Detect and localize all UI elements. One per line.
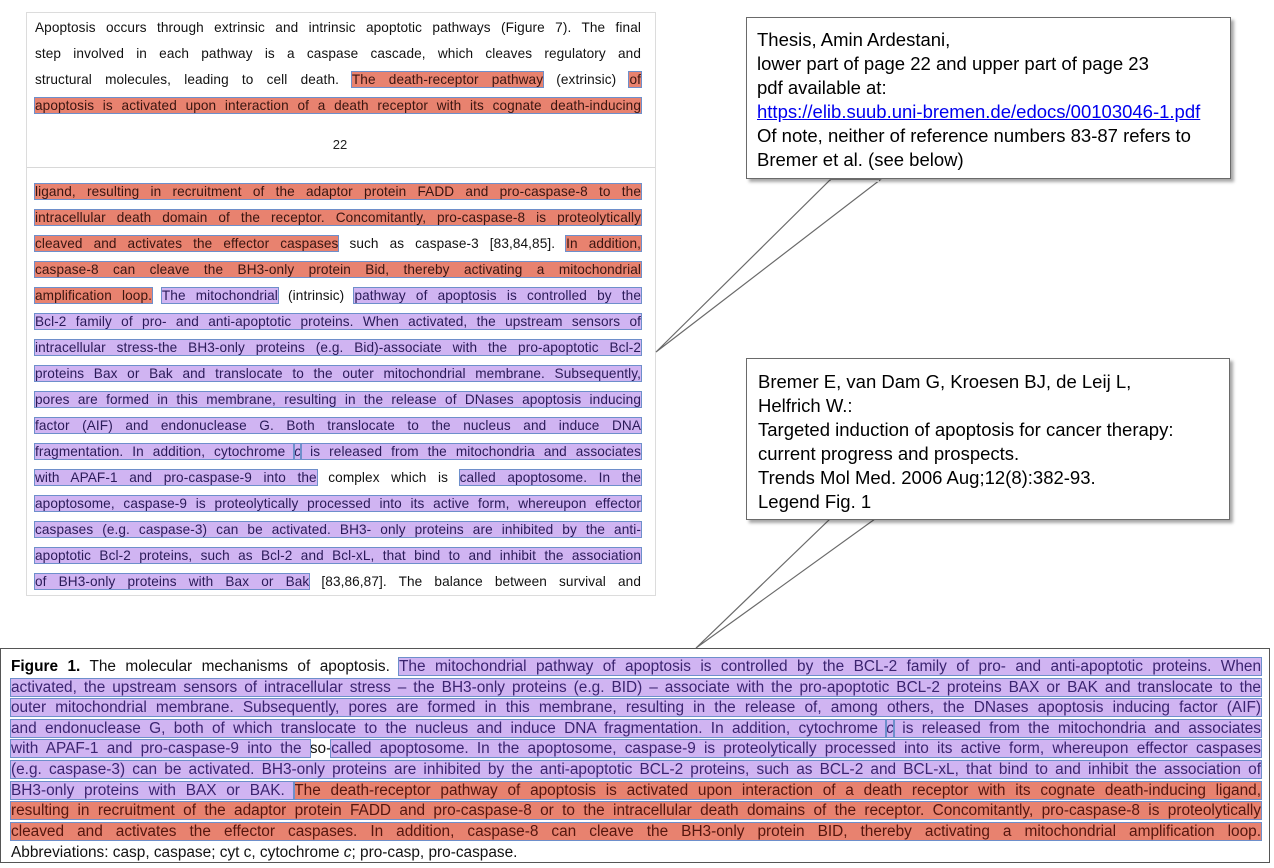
thesis-segment: pathway of apoptosis is controlled by the [354, 288, 641, 303]
thesis-segment: apoptotic Bcl-2 proteins, such as Bcl-2 and Bcl-xL, that bind to and inhibit the association [35, 548, 641, 563]
legend-line-4 [11, 719, 1261, 738]
callout-bremer-title: Targeted induction of apoptosis for cancer therapy: [758, 419, 1174, 440]
legend-line-7 [11, 781, 1261, 800]
legend-segment: is released from the mitochondria and associates [894, 719, 1261, 737]
bremer-reference-callout [746, 358, 1230, 520]
thesis-segment: intracellular death domain of the receptor. Concomitantly, pro-caspase-8 is proteolytically [35, 210, 641, 225]
thesis-segment: Figure 7 [505, 20, 563, 35]
abbreviations-italic-c: c [343, 844, 352, 861]
thesis-segment: factor (AIF) and endonuclease G. Both translocate to the nucleus and induce DNA [35, 418, 641, 433]
legend-segment: The death-receptor pathway of apoptosis is activated upon interaction of a death receptor with its cognate death-inducing ligand, [294, 781, 1261, 799]
legend-segment: c [886, 719, 894, 737]
bremer-callout-pointer [696, 519, 875, 648]
legend-segment: with APAF-1 and pro-caspase-9 into the [11, 740, 310, 758]
legend-line-9 [11, 822, 1261, 841]
thesis-segment: called apoptosome. In the [459, 470, 641, 485]
thesis-segment: intracellular stress-the BH3-only proteins (e.g. Bid)-associate with the pro-apoptotic Bcl-2 [35, 340, 641, 355]
thesis-segment: of BH3-only proteins with Bax or Bak [35, 574, 310, 589]
thesis-segment: proteins Bax or Bak and translocate to the outer mitochondrial membrane. Subsequently, [35, 366, 641, 381]
thesis-segment: [83,86,87]. The balance between survival and [309, 574, 641, 589]
legend-segment: Figure 1. [11, 658, 81, 675]
callout-thesis-note-2: Bremer et al. (see below) [757, 149, 964, 170]
legend-segment: cleaved and activates the effector caspases. In addition, caspase-8 can cleave the BH3-only protein BID, thereby activating a mitochondrial amplification loop. [11, 822, 1261, 840]
abbreviations-text-end: ; pro-casp, pro-caspase. [351, 844, 518, 861]
callout-bremer-authors-2: Helfrich W.: [758, 395, 853, 416]
thesis-segment: Bcl-2 family of pro- and anti-apoptotic proteins. When activated, the upstream sensors of [35, 314, 641, 329]
thesis-segment: (extrinsic) [543, 72, 630, 87]
legend-segment: (e.g. caspase-3) can be activated. BH3-only proteins are inhibited by the anti-apoptotic BCL-2 proteins, such as BCL-2 and BCL-xL, that bind to and inhibit the association of [11, 761, 1261, 778]
thesis-segment: ligand, resulting in recruitment of the adaptor protein FADD and pro-caspase-8 to the [35, 184, 641, 199]
legend-line-1 [11, 657, 1261, 676]
abbreviations-line [11, 843, 1261, 862]
thesis-segment: The mitochondrial [161, 288, 278, 303]
thesis-segment: structural molecules, leading to cell death. [35, 72, 352, 87]
callout-thesis-pdf-label: pdf available at: [757, 77, 887, 98]
thesis-callout-pointer [656, 180, 880, 352]
thesis-segment: cleaved and activates the effector caspases [35, 236, 339, 251]
thesis-segment: caspase-8 can cleave the BH3-only protein Bid, thereby activating a mitochondrial [35, 262, 641, 277]
thesis-segment: Apoptosis occurs through extrinsic and intrinsic apoptotic pathways ( [35, 20, 506, 35]
thesis-segment: (intrinsic) [277, 288, 355, 303]
callout-bremer-title-2: current progress and prospects. [758, 443, 1020, 464]
callout-bremer-authors: Bremer E, van Dam G, Kroesen BJ, de Leij L, [758, 371, 1132, 392]
thesis-segment: complex which is [316, 470, 460, 485]
thesis-segment: apoptosis is activated upon interaction of a death receptor with its cognate death-inducing [35, 98, 641, 113]
callout-thesis-author: Thesis, Amin Ardestani, [757, 29, 951, 50]
legend-segment: and endonuclease G, both of which translocate to the nucleus and induce DNA fragmentation. In addition, cytochrome [11, 719, 887, 737]
thesis-segment: c [294, 444, 302, 459]
legend-line-8 [11, 801, 1261, 820]
page-number: 22 [332, 137, 348, 152]
thesis-segment: amplification loop. [35, 288, 152, 303]
callout-bremer-legend: Legend Fig. 1 [758, 491, 872, 512]
thesis-segment: of [629, 72, 641, 87]
figure-1-legend [0, 648, 1270, 863]
legend-line-3 [11, 698, 1261, 717]
callout-thesis-note: Of note, neither of reference numbers 83-87 refers to [757, 125, 1191, 146]
thesis-segment: such as caspase-3 [83,84,85]. [338, 236, 567, 251]
legend-segment: BH3-only proteins with BAX or BAK. [11, 781, 295, 799]
legend-segment: called apoptosome. In the apoptosome, caspase-9 is proteolytically processed into its active form, whereupon effector caspases [331, 740, 1261, 758]
thesis-segment: ). The final [562, 20, 641, 35]
thesis-segment: In addition, [566, 236, 641, 251]
thesis-segment: is released from the mitochondria and associates [301, 444, 641, 459]
legend-segment: so- [309, 740, 332, 758]
legend-line-5 [11, 739, 1261, 758]
thesis-segment: fragmentation. In addition, cytochrome [35, 444, 295, 459]
legend-segment: outer mitochondrial membrane. Subsequently, pores are formed in this membrane, resulting in the release of, among others, the DNases apoptosis inducing factor (AIF) [11, 699, 1261, 717]
thesis-segment: caspases (e.g. caspase-3) can be activated. BH3- only proteins are inhibited by the anti- [35, 522, 641, 537]
thesis-segment: with APAF-1 and pro-caspase-9 into the [35, 470, 317, 485]
thesis-pdf-link[interactable]: https://elib.suub.uni-bremen.de/edocs/00103046-1.pdf [757, 101, 1201, 122]
legend-segment: activated, the upstream sensors of intracellular stress – the BH3-only proteins (e.g. BID) – associate with the pro-apoptotic BCL-2 proteins BAX or BAK and translocate to the [11, 678, 1261, 696]
legend-line-2 [11, 678, 1261, 697]
thesis-segment: step involved in each pathway is a caspase cascade, which cleaves regulatory and [35, 46, 641, 61]
thesis-segment: pores are formed in this membrane, resulting in the release of DNases apoptosis inducing [35, 392, 641, 407]
abbreviations-text: Abbreviations: casp, caspase; cyt c, cytochrome [11, 844, 344, 861]
callout-bremer-journal: Trends Mol Med. 2006 Aug;12(8):382-93. [758, 467, 1096, 488]
thesis-source-callout [746, 17, 1231, 179]
legend-segment: The mitochondrial pathway of apoptosis is controlled by the BCL-2 family of pro- and anti-apoptotic proteins. When [399, 658, 1262, 675]
callout-thesis-pages: lower part of page 22 and upper part of page 23 [757, 53, 1149, 74]
thesis-segment: The death-receptor pathway [351, 72, 544, 87]
legend-segment: The molecular mechanisms of apoptosis. [80, 658, 400, 675]
legend-segment: resulting in recruitment of the adaptor protein FADD and pro-caspase-8 or to the intracellular death domains of the receptor. Concomitantly, pro-caspase-8 is proteolytically [11, 802, 1261, 820]
legend-line-6 [11, 760, 1261, 779]
thesis-segment: apoptosome, caspase-9 is proteolytically processed into its active form, whereupon effector [35, 496, 641, 511]
